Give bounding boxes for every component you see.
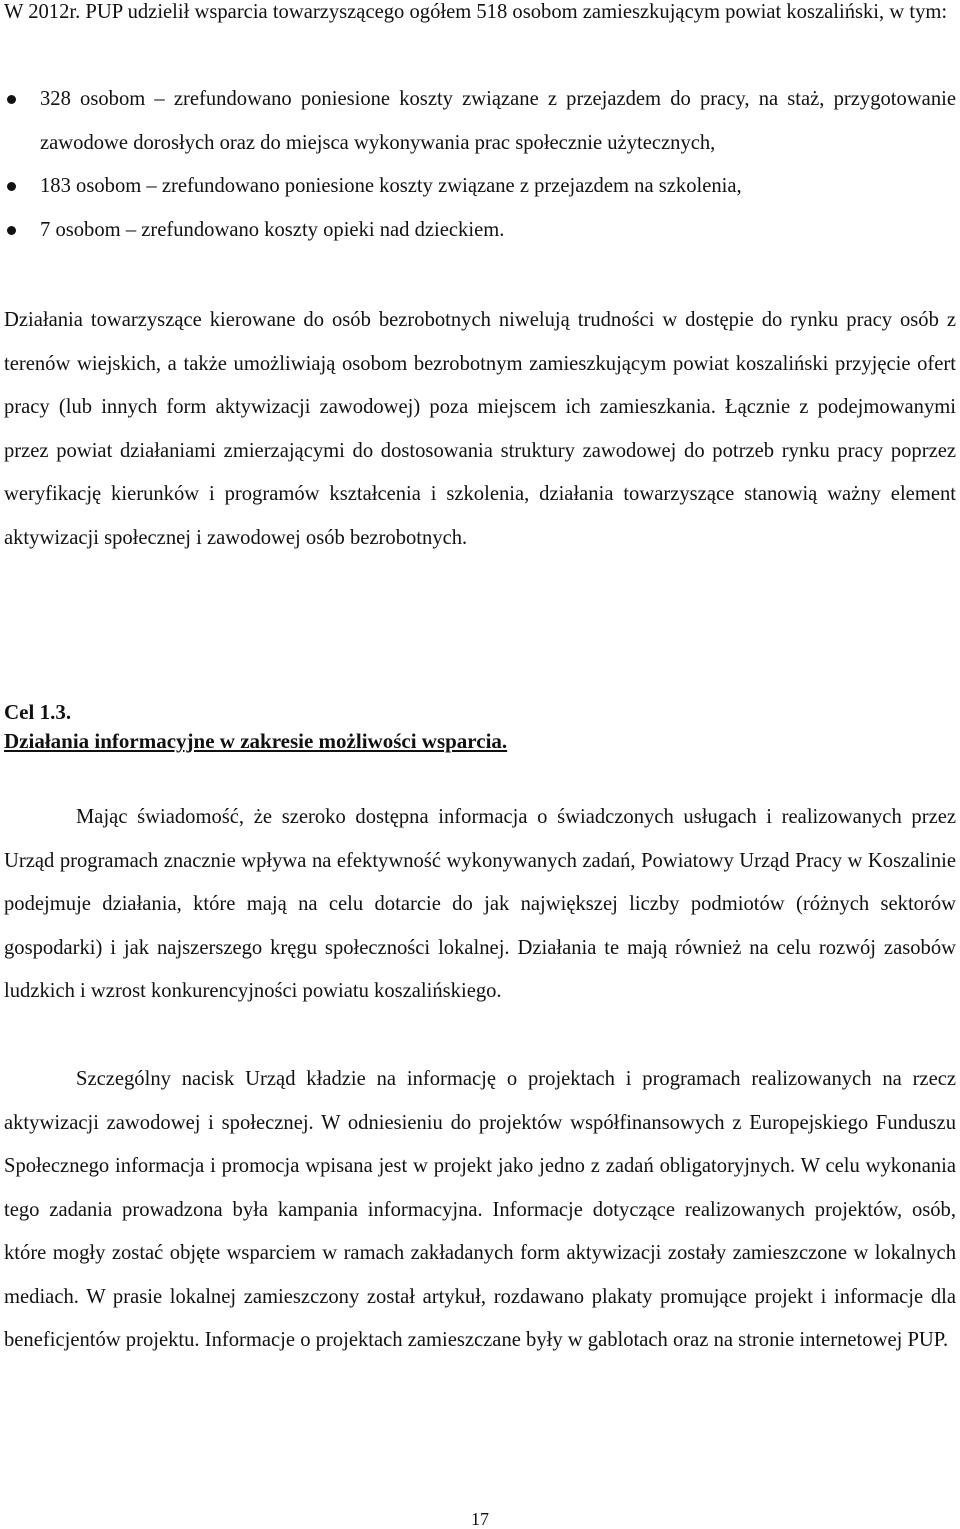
list-item-text: 183 osobom – zrefundowano poniesione koszty związane z przejazdem na szkolenia, (40, 175, 742, 197)
goal-heading (4, 698, 507, 756)
bullet-icon (7, 226, 16, 235)
goal-label: Cel 1.3. (4, 700, 72, 724)
list-item-text: 7 osobom – zrefundowano koszty opieki nad dzieckiem. (40, 218, 505, 241)
support-paragraph: Działania towarzyszące kierowane do osób bezrobotnych niwelują trudności w dostępie do rynku pracy osób z terenów wiejskich, a także umożliwiają osobom bezrobotnym zamieszkującym powiat koszaliński przyjęcie ofert pracy (lub innych form aktywizacji zawodowej) poza miejscem ich zamieszkania. Łącznie z podejmowanymi przez powiat działaniami zmierzającymi do dostosowania struktury zawodowej do potrzeb rynku pracy poprzez weryfikację kierunków i programów kształcenia i szkolenia, działania towarzyszące stanowią ważny element aktywizacji społecznej i zawodowej osób bezrobotnych. (4, 309, 956, 549)
info-paragraph-2: Szczególny nacisk Urząd kładzie na informację o projektach i programach realizowanych na rzecz aktywizacji zawodowej i społecznej. W odniesieniu do projektów współfinansowych z Europejskiego Funduszu Społecznego informacja i promocja wpisana jest w projekt jako jedno z zadań obligatoryjnych. W celu wykonania tego zadania prowadzona była kampania informacyjna. Informacje dotyczące realizowanych projektów, osób, które mogły zostać objęte wsparciem w ramach zakładanych form aktywizacji zostały zamieszczone w lokalnych mediach. W prasie lokalnej zamieszczony został artykuł, rozdawano plakaty promujące projekt i informacje dla beneficjentów projektu. Informacje o projektach zamieszczane były w gablotach oraz na stronie internetowej PUP. (4, 1068, 956, 1351)
list-item (4, 78, 956, 165)
list-item-text: 328 osobom – zrefundowano poniesione koszty związane z przejazdem do pracy, na staż, przygotowanie zawodowe dorosłych oraz do miejsca wykonywania prac społecznie użytecznych, (40, 88, 956, 154)
page-number: 17 (471, 1509, 489, 1529)
list-item (4, 165, 956, 209)
support-list (4, 78, 956, 252)
intro-paragraph: W 2012r. PUP udzielił wsparcia towarzyszącego ogółem 518 osobom zamieszkującym powiat koszaliński, w tym: (4, 1, 948, 23)
info-paragraph-1: Mając świadomość, że szeroko dostępna informacja o świadczonych usługach i realizowanych przez Urząd programach znacznie wpływa na efektywność wykonywanych zadań, Powiatowy Urząd Pracy w Koszalinie podejmuje działania, które mają na celu dotarcie do jak największej liczby podmiotów (różnych sektorów gospodarki) i jak najszerszego kręgu społeczności lokalnej. Działania te mają również na celu rozwój zasobów ludzkich i wzrost konkurencyjności powiatu koszalińskiego. (4, 806, 956, 1002)
bullet-icon (7, 95, 16, 104)
goal-title: Działania informacyjne w zakresie możliwości wsparcia. (4, 729, 508, 753)
list-item (4, 209, 956, 253)
bullet-icon (7, 182, 16, 191)
document-page (4, 0, 956, 1529)
